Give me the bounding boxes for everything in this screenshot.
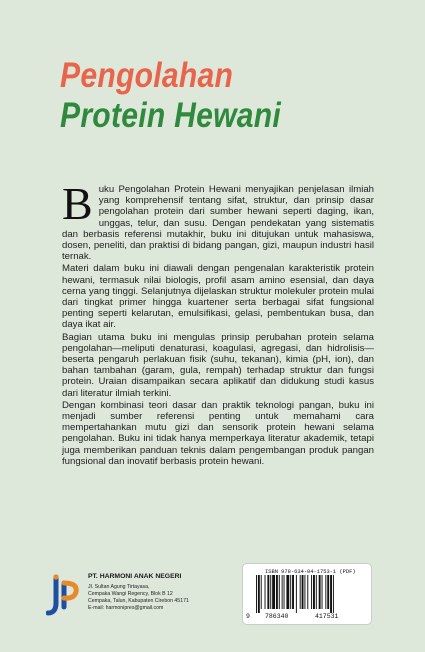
synopsis-paragraph-2: Materi dalam buku ini diawali dengan pengenalan karakteristik protein hewani, termasuk nilai biologis, profil asam amino esensial, dan daya cerna yang tinggi. Selanjutnya dijelaskan struktur molekuler protein mulai dari tingkat primer hingga kuartener serta berbagai sifat fungsional penting seperti kelarutan, emulsifikasi, gelasi, pembentukan busa, dan daya ikat air. (62, 263, 374, 331)
barcode-bar (307, 575, 308, 609)
synopsis-paragraph-1: Buku Pengolahan Protein Hewani menyajikan penjelasan ilmiah yang komprehensif tentang sifat, struktur, dan prinsip dasar pengolahan protein dari sumber hewani seperti daging, ikan, unggas, telur, dan susu. Dengan pendekatan yang sistematis dan berbasis referensi mutakhir, buku ini ditujukan untuk mahasiswa, dosen, peneliti, dan praktisi di bidang pangan, gizi, maupun industri hasil ternak. (62, 178, 374, 263)
publisher-name: PT. HARMONI ANAK NEGERI (88, 573, 182, 580)
barcode-bars (253, 575, 365, 613)
drop-cap: B (62, 178, 93, 229)
barcode-bar (304, 575, 305, 609)
barcode-bar (284, 575, 285, 609)
synopsis-paragraph-4: Dengan kombinasi teori dasar dan praktik teknologi pangan, buku ini menjadi sumber referensi penting untuk memahami cara mempertahankan mutu gizi dan sensorik protein hewani selama pengolahan. Buku ini tidak hanya memperkaya literatur akademik, tetapi juga memberikan panduan teknis dalam pengembangan produk pangan fungsional dan inovatif berbasis protein hewani. (62, 399, 374, 467)
barcode-bar (258, 575, 260, 613)
publisher-address-3: Cempaka, Talun, Kabupaten Cirebon 45171 (88, 598, 189, 604)
barcode-bar (322, 575, 323, 609)
barcode-bar (256, 575, 257, 613)
barcode-bar (270, 575, 271, 609)
barcode-bar (267, 575, 269, 609)
barcode-bar (282, 575, 283, 609)
barcode-bar (311, 575, 312, 609)
barcode-bar (279, 575, 280, 609)
barcode-bar (265, 575, 266, 609)
barcode-bar (261, 575, 262, 609)
barcode-bar (290, 575, 291, 609)
title-line-1: Pengolahan (60, 56, 234, 95)
publisher-block (46, 573, 236, 617)
barcode-bar (325, 575, 326, 609)
book-title (60, 56, 317, 136)
barcode-bar (300, 575, 301, 609)
barcode-bar (333, 575, 334, 613)
barcode-bar (327, 575, 329, 609)
publisher-logo-icon (46, 573, 82, 617)
publisher-address-1: Jl. Sultan Agung Tirtayasa, (88, 584, 150, 590)
isbn-barcode (242, 563, 372, 625)
barcode-digits-left: 786340 (265, 613, 289, 620)
barcode-digits-right: 417531 (315, 613, 339, 620)
barcode-bar (292, 575, 294, 609)
synopsis (62, 178, 374, 468)
barcode-bar (316, 575, 317, 609)
barcode-bar (319, 575, 321, 609)
publisher-email: E-mail: harmonipres@gmail.com (88, 605, 164, 611)
barcode-bar (302, 575, 304, 609)
barcode-bar (313, 575, 315, 609)
barcode-bar (272, 575, 275, 609)
barcode-bar (286, 575, 289, 609)
barcode-bar (330, 575, 332, 613)
isbn-label: ISBN 978-634-04-1753-1 (PDF) (265, 569, 356, 575)
title-line-2: Protein Hewani (60, 96, 282, 135)
synopsis-paragraph-3: Bagian utama buku ini mengulas prinsip perubahan protein selama pengolahan—meliputi denaturasi, koagulasi, agregasi, dan hidrolisis—beserta pengaruh perlakuan fisik (suhu, tekanan), kimia (pH, ion), dan bahan tambahan (garam, gula, rempah) terhadap struktur dan fungsi protein. Uraian disampaikan secara aplikatif dan didukung studi kasus dari literatur ilmiah terkini. (62, 331, 374, 399)
barcode-digit-lead: 9 (246, 613, 250, 620)
barcode-bar (276, 575, 278, 609)
barcode-bar (296, 575, 297, 613)
publisher-address-2: Cempaka Wangi Regency, Blok B 12 (88, 591, 173, 597)
